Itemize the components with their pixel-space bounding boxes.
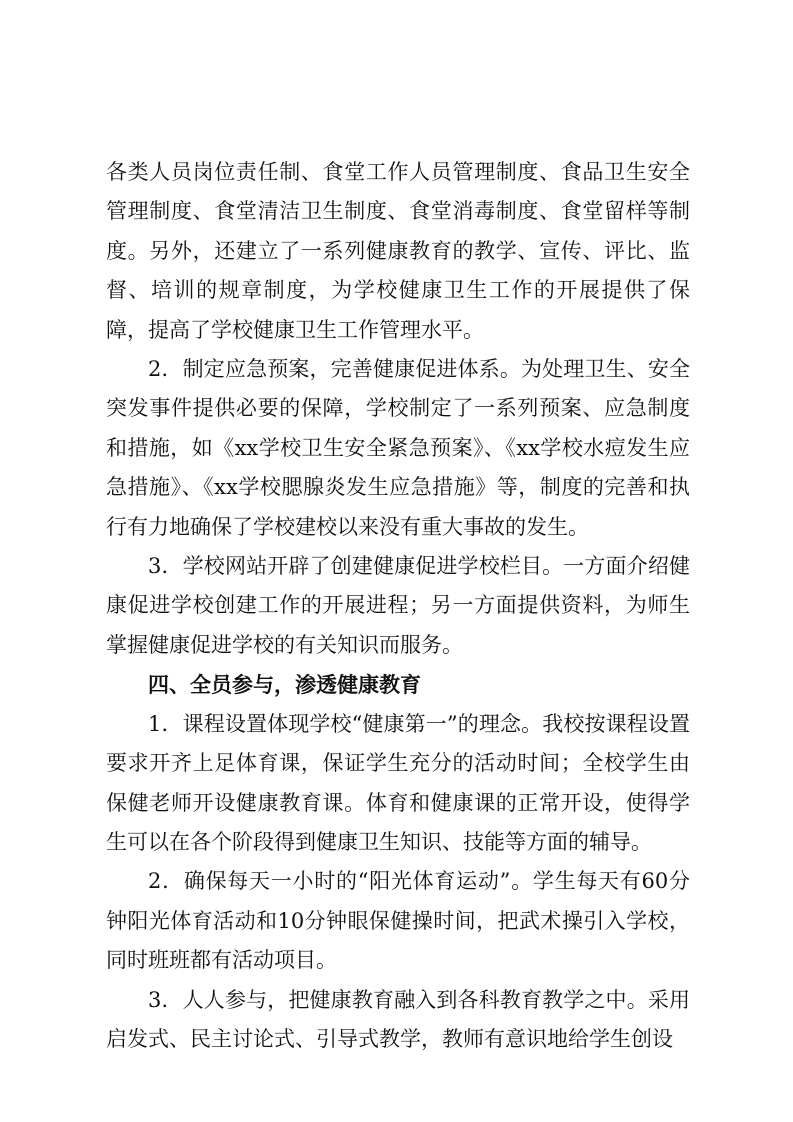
paragraph-sunshine-sports: 2．确保每天一小时的“阳光体育运动”。学生每天有60分钟阳光体育活动和10分钟眼保健操时间，把武术操引入学校，同时班班都有活动项目。	[106, 869, 690, 973]
section-heading-participation: 四、全员参与，渗透健康教育	[148, 672, 421, 698]
paragraph-continued: 各类人员岗位责任制、食堂工作人员管理制度、食品卫生安全管理制度、食堂清洁卫生制度、食堂消毒制度、食堂留样等制度。另外，还建立了一系列健康教育的教学、宣传、评比、监督、培训的规章制度，为学校健康卫生工作的开展提供了保障，提高了学校健康卫生工作管理水平。	[106, 160, 690, 342]
paragraph-emergency-plan: 2．制定应急预案，完善健康促进体系。为处理卫生、安全突发事件提供必要的保障，学校制定了一系列预案、应急制度和措施，如《xx学校卫生安全紧急预案》、《xx学校水痘发生应急措施》、《xx学校腮腺炎发生应急措施》等，制度的完善和执行有力地确保了学校建校以来没有重大事故的发生。	[106, 357, 690, 539]
document-body	[106, 153, 690, 1059]
paragraph-curriculum: 1．课程设置体现学校“健康第一”的理念。我校按课程设置要求开齐上足体育课，保证学生充分的活动时间；全校学生由保健老师开设健康教育课。体育和健康课的正常开设，使得学生可以在各个阶段得到健康卫生知识、技能等方面的辅导。	[106, 711, 690, 854]
paragraph-school-website: 3．学校网站开辟了创建健康促进学校栏目。一方面介绍健康促进学校创建工作的开展进程；另一方面提供资料，为师生掌握健康促进学校的有关知识而服务。	[106, 554, 690, 657]
paragraph-everyone-participates: 3．人人参与，把健康教育融入到各科教育教学之中。采用启发式、民主讨论式、引导式教学，教师有意识地给学生创设	[106, 987, 690, 1051]
